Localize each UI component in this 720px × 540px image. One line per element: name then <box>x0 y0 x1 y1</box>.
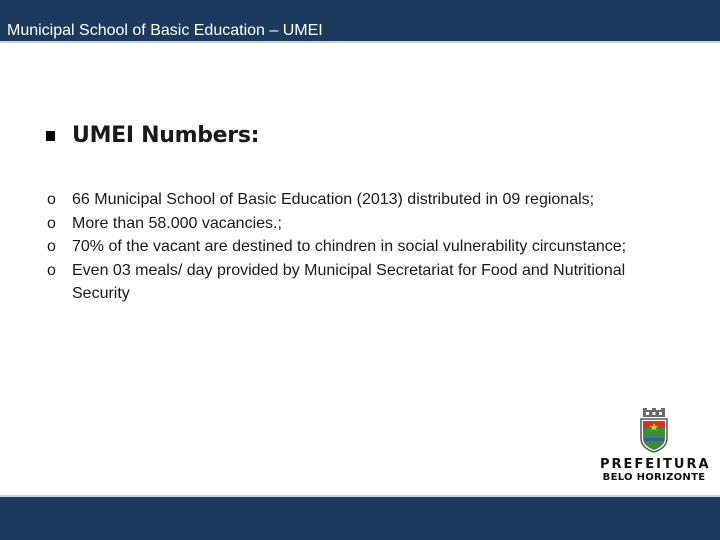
heading-text: UMEI Numbers: <box>72 123 260 148</box>
circle-bullet-icon: o <box>47 261 56 279</box>
list-item <box>47 212 687 236</box>
circle-bullet-icon: o <box>47 238 56 255</box>
section-heading <box>46 123 259 148</box>
prefeitura-logo <box>600 408 711 490</box>
list-item <box>47 188 687 212</box>
list-item-text: More than 58.000 vacancies.; <box>72 214 282 232</box>
logo-text-line2: BELO HORIZONTE <box>602 472 706 483</box>
list-item <box>47 259 687 306</box>
coat-of-arms-icon <box>634 408 674 454</box>
header-bar <box>0 0 720 43</box>
list-item-text: 70% of the vacant are destined to chindren in social vulnerability circunstance; <box>72 238 627 255</box>
circle-bullet-icon: o <box>47 191 56 208</box>
list-item-text: 66 Municipal School of Basic Education (2013) distributed in 09 regionals; <box>72 191 595 208</box>
square-bullet-icon <box>46 131 55 141</box>
circle-bullet-icon: o <box>47 214 56 232</box>
logo-text-line1: PREFEITURA <box>600 457 711 472</box>
bullet-list <box>47 188 687 306</box>
list-item-text: Even 03 meals/ day provided by Municipal Secretariat for Food and Nutritional Security <box>72 261 626 302</box>
list-item <box>47 235 687 259</box>
footer-bar <box>0 495 720 540</box>
slide-title: Municipal School of Basic Education – UMEI <box>7 22 323 39</box>
